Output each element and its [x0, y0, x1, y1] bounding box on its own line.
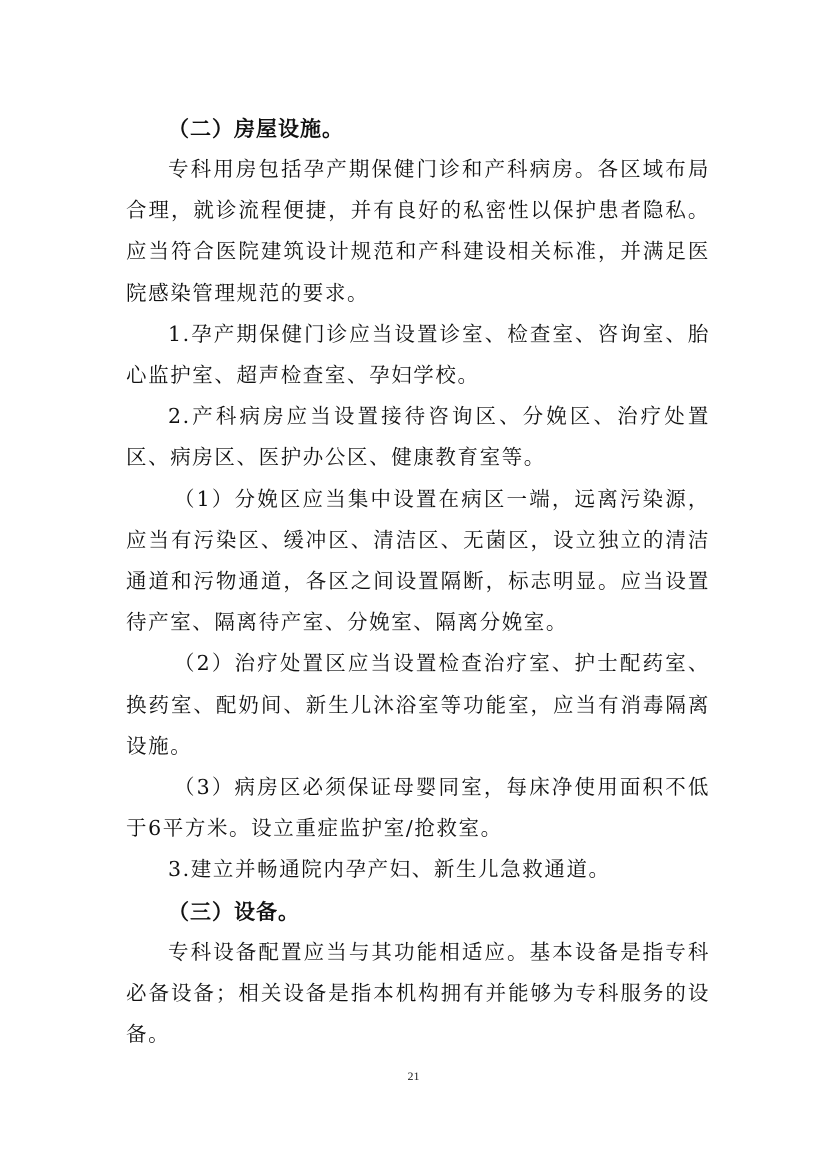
item-3-paragraph: 3.建立并畅通院内孕产妇、新生儿急救通道。: [168, 857, 611, 882]
item-2-sub-3-paragraph: （3）病房区必须保证母婴同室，每床净使用面积不低于6平方米。设立重症监护室/抢救室。: [126, 775, 710, 841]
item-1-paragraph: 1.孕产期保健门诊应当设置诊室、检查室、咨询室、胎心监护室、超声检查室、孕妇学校。: [126, 321, 710, 388]
section-3-heading: （三）设备。: [168, 898, 300, 924]
section-3-intro-paragraph: 专科设备配置应当与其功能相适应。基本设备是指专科必备设备；相关设备是指本机构拥有并能够为专科服务的设备。: [126, 939, 710, 1047]
item-2-paragraph: 2.产科病房应当设置接待咨询区、分娩区、治疗处置区、病房区、医护办公区、健康教育室等。: [126, 404, 710, 470]
item-2-sub-1-paragraph: （1）分娩区应当集中设置在病区一端，远离污染源，应当有污染区、缓冲区、清洁区、无菌区，设立独立的清洁通道和污物通道，各区之间设置隔断，标志明显。应当设置待产室、隔离待产室、分娩室、隔离分娩室。: [126, 486, 710, 635]
section-2-heading: （二）房屋设施。: [168, 116, 344, 141]
page-number: 21: [407, 1069, 420, 1083]
section-2-intro-paragraph: 专科用房包括孕产期保健门诊和产科病房。各区域布局合理，就诊流程便捷，并有良好的私密性以保护患者隐私。应当符合医院建筑设计规范和产科建设相关标准，并满足医院感染管理规范的要求。: [126, 157, 710, 305]
document-body: [126, 108, 710, 1055]
item-2-sub-2-paragraph: （2）治疗处置区应当设置检查治疗室、护士配药室、换药室、配奶间、新生儿沐浴室等功能室，应当有消毒隔离设施。: [126, 651, 710, 758]
